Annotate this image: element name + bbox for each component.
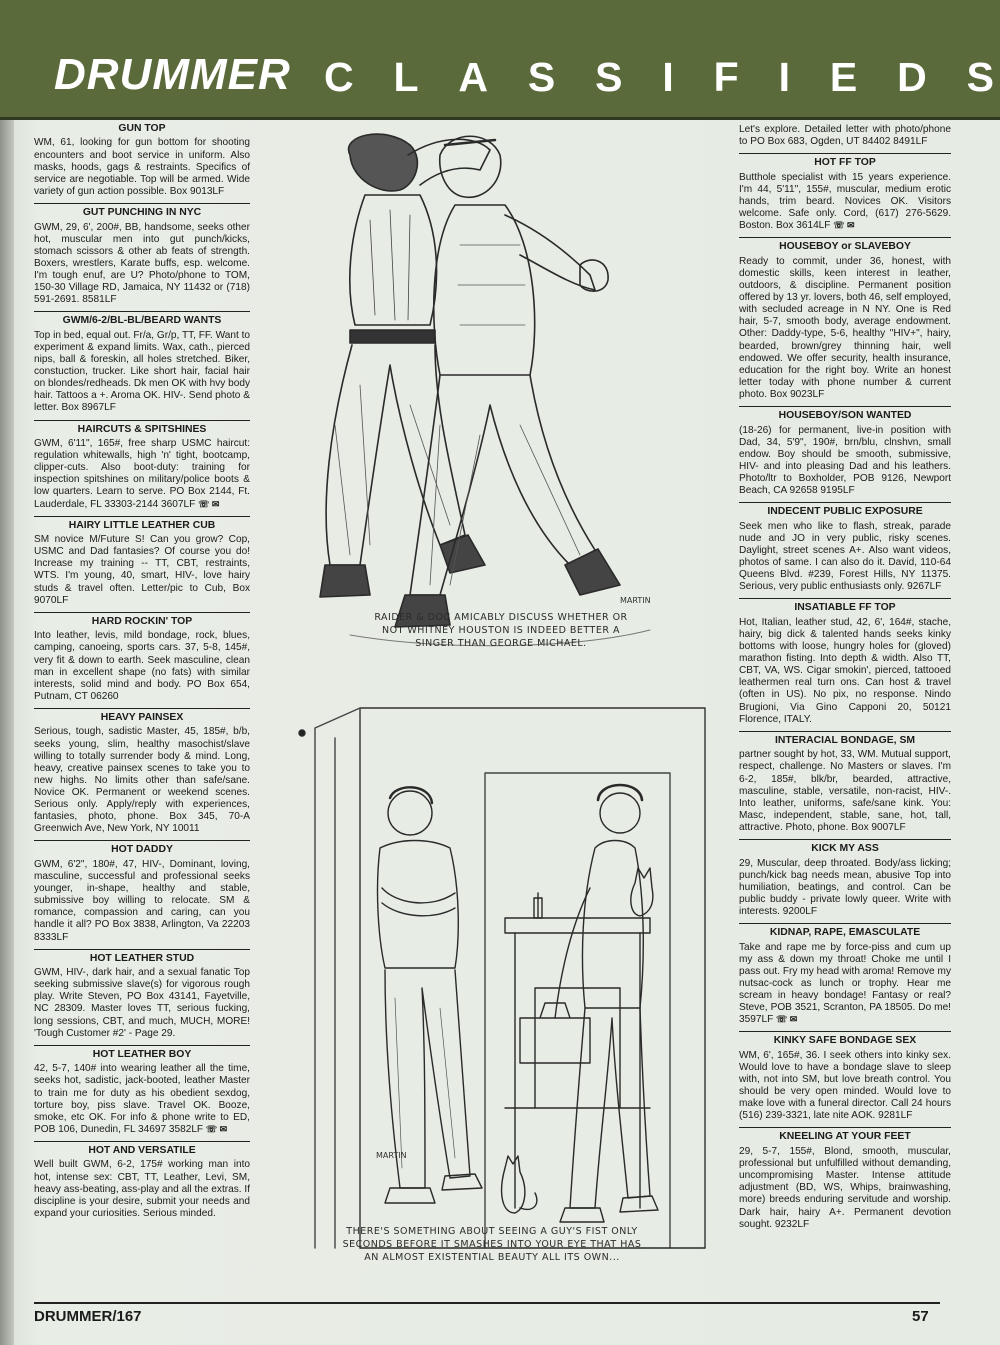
left-classifieds-column: [34, 120, 250, 1225]
section-letter: S: [595, 54, 623, 100]
classified-ad: [34, 1045, 250, 1136]
ad-text: GWM, 29, 6', 200#, BB, handsome, seeks other hot, muscular men into gut punch/kicks, stomach scissors & other ab feats of strength. Boxers, wrestlers, Karate buffs, esp. welcome. I'm tough enuf, are U? Photo/phone to TOM, 150-30 Village RD, Jamaica, NY 11432 or (718) 591-2691. 8581LF: [34, 221, 250, 306]
ad-title: HOT DADDY: [34, 840, 250, 856]
phone-mail-icon: ☏ ✉: [776, 1014, 798, 1025]
left-man-shoes: [385, 1174, 482, 1203]
section-letter: I: [662, 54, 674, 100]
phone-mail-icon: ☏ ✉: [833, 220, 855, 231]
ad-title: GWM/6-2/BL-BL/BEARD WANTS: [34, 311, 250, 327]
continued-ad-text: Let's explore. Detailed letter with photo/phone to PO Box 683, Ogden, UT 84402 8491LF: [739, 124, 951, 148]
section-letter: A: [458, 54, 489, 100]
ad-text: WM, 61, looking for gun bottom for shooting encounters and boot service in uniform. Also masks, hoods, gags & restraints. Specifics of service are negotiable. Top will be armed. Wide variety of gun action possible. Box 9013LF: [34, 137, 250, 197]
ad-title: KNEELING AT YOUR FEET: [739, 1127, 951, 1143]
header-banner: [0, 0, 1000, 117]
ad-text: WM, 6', 165#, 36. I seek others into kinky sex. Would love to have a bondage slave to sleep with, not into SM, but love breath control. You should be very open minded. Would love to make love with a funeral director. Call 24 hours (516) 239-3321, late nite AOK. 9281LF: [739, 1049, 951, 1122]
side-table: [505, 1108, 650, 1208]
ad-body: [34, 1159, 250, 1220]
ad-title: HOUSEBOY/SON WANTED: [739, 406, 951, 422]
ad-body: [34, 726, 250, 835]
section-title: [324, 54, 994, 101]
classified-ad: [34, 120, 250, 198]
section-letter: E: [829, 54, 858, 100]
ad-body: [739, 749, 951, 834]
signature-top: MARTIN: [620, 596, 651, 605]
ad-body: [34, 330, 250, 415]
ad-body: [34, 1063, 250, 1136]
ad-title: HOT AND VERSATILE: [34, 1141, 250, 1157]
ad-text: 29, 5-7, 155#, Blond, smooth, muscular, professional but unfulfilled without demanding, uncompromising Master. Intense attitude adjustment (BD, WS, Whips, brainwashing, more) breeds enduring servitude and worship. Dark hair, hairy A+. Permanent devotion sought. 9232LF: [739, 1145, 951, 1230]
right-figure-legs: [410, 375, 595, 595]
ad-text: Well built GWM, 6-2, 175# working man into hot, intense sex: CBT, TT, Leather, Levi, SM, heavy ass-beating, ass-play and all the extras. If discipline is your desire, submit your needs and expand your curiosities. Serious minded.: [34, 1159, 251, 1219]
ad-title: HARD ROCKIN' TOP: [34, 612, 250, 628]
ad-body: [739, 942, 951, 1027]
ad-title: GUN TOP: [118, 123, 166, 134]
left-figure-belt: [350, 330, 435, 343]
ad-text: 42, 5-7, 140# into wearing leather all the time, seeks hot, sadistic, jack-booted, leather Master to train me for duty as his obedient sexdog, torture boy, piss slave. Travel OK. Booze, smoke, etc OK. For info & phone write to ED, POB 106, Dunedin, FL 34697 3582LF: [34, 1063, 250, 1135]
ad-body: [34, 534, 250, 607]
ad-body: [739, 172, 951, 233]
section-letter: L: [393, 54, 419, 100]
classified-ad: [34, 420, 250, 511]
binding-spine: [0, 0, 14, 1345]
ad-body: [739, 858, 951, 919]
ad-text: GWM, 6'11", 165#, free sharp USMC haircut: regulation whitewalls, high 'n' tight, bootcamp, clipper-cuts. Also boot-duty: training for inspection spitshines on military/police boots & low quarters. Learn to serve. PO Box 2144, Ft. Lauderdale, FL 33303-2144 3607LF: [34, 438, 250, 510]
toolbox: [520, 1003, 590, 1063]
section-letter: S: [966, 54, 994, 100]
bottle: [534, 893, 542, 918]
right-man-shoes: [560, 1196, 658, 1222]
ad-text: partner sought by hot, 33, WM. Mutual support, respect, challenge. No Masters or slaves. I'm 6-2, 185#, blk/br, bearded, attractive, masculine, stable, versatile, non-racist, HIV-. Into leather, uniforms, safe/sane kink. You: Masc, independent, stable, sane, hot, tall, attractive. Photo, phone. Box 9007LF: [739, 749, 951, 833]
issue-label: DRUMMER/167: [34, 1308, 142, 1325]
right-classifieds-column: [739, 120, 951, 1236]
left-figure-torso: [350, 195, 437, 325]
ad-body: [739, 617, 951, 726]
right-figure-torso: [434, 205, 535, 375]
ad-text: 29, Muscular, deep throated. Body/ass licking; punch/kick bag needs mean, abusive Top into humiliation, beatings, and control. Can be public buddy - private lowly queer. Write with interests. 9200LF: [739, 857, 951, 917]
section-letter: F: [713, 54, 739, 100]
ad-body: [34, 859, 250, 944]
classified-ad: [739, 839, 951, 918]
classified-ad: [34, 612, 250, 703]
classified-ad: [34, 708, 250, 835]
bottom-caption: THERE'S SOMETHING ABOUT SEEING A GUY'S FIST ONLY SECONDS BEFORE IT SMASHES INTO YOUR EYE THAT HAS AN ALMOST EXISTENTIAL BEAUTY ALL ITS OWN...: [342, 1226, 642, 1263]
left-man-head: [388, 791, 432, 835]
top-caption: RAIDER & DOC AMICABLY DISCUSS WHETHER OR NOT WHITNEY HOUSTON IS INDEED BETTER A SINGER THAN GEORGE MICHAEL.: [374, 612, 628, 649]
right-man-torso: [582, 841, 643, 1009]
ad-text: GWM, 6'2", 180#, 47, HIV-, Dominant, loving, masculine, successful and professional seeks younger, in-shape, healthy and stable, submissive boy willing to relocate. SM & romance, compassion and caring, can you handle it all? PO Box 3838, Arlington, Va 22203 8333LF: [34, 858, 250, 943]
ad-text: Serious, tough, sadistic Master, 45, 185#, b/b, seeks young, slim, healthy masochist/slave willing to totally surrender body & mind. Long, heavy, creative painsex scenes to take you to new highs. No limits other than safe/sane. Novice OK. Permanent or weekend scenes. Serious only. Apply/reply with experiences, fantasies, photo, phone. Box 345, 70-A Greenwich Ave, New York, NY 10011: [34, 726, 250, 835]
ad-body: [34, 438, 250, 511]
left-figure-arm: [408, 139, 490, 185]
back-doorway: [485, 773, 670, 1248]
classified-ad: [34, 203, 250, 306]
footer-rule: [34, 1302, 940, 1304]
ad-title: GUT PUNCHING IN NYC: [34, 203, 250, 219]
room-walls: [360, 708, 705, 1248]
classified-ad: [739, 237, 951, 401]
ad-body: [34, 137, 250, 198]
ad-title: HOUSEBOY or SLAVEBOY: [739, 237, 951, 253]
ad-text: Hot, Italian, leather stud, 42, 6', 164#, stache, hairy, big dick & talented hands seeks kinky bottoms with loose, hungry holes for (gloved) marathon fisting. Into depth & width. Also TT, CBT, VA, WS. Cigar smokin', pierced, tattooed leathermen real turn ons. Can host & travel (often in US). No pix, no response. Nindo Brugioni, Via Gino Capponi 20, 50121 Florence, ITALY.: [739, 616, 951, 725]
door-knob: [299, 730, 305, 736]
cat-on-floor: [502, 1156, 525, 1213]
ad-title: HOT LEATHER BOY: [34, 1045, 250, 1061]
section-letter: D: [897, 54, 927, 100]
ad-body: [739, 1050, 951, 1123]
ad-body: [739, 256, 951, 401]
classified-ad: [739, 1031, 951, 1122]
classified-ad: [739, 731, 951, 834]
ad-text: (18-26) for permanent, live-in position with Dad, 34, 5'9", 190#, brn/blu, clnshvn, small endow. Boy should be smooth, submissive, HIV- and into pleasing Dad and his leathers. Photo/ltr to Boxholder, POB 9126, Newport Beach, CA 92658 9195LF: [739, 424, 951, 497]
ad-text: Butthole specialist with 15 years experience. I'm 44, 5'11", 155#, muscular, medium erotic hands, trim beard. Novices OK. Visitors welcome. Safe only. Cord, (617) 276-5629. Boston. Box 3614LF: [739, 171, 951, 232]
ad-title: HAIRCUTS & SPITSHINES: [34, 420, 250, 436]
ad-text: Top in bed, equal out. Fr/a, Gr/p, TT, FF. Want to experiment & expand limits. Wax, cath., pierced nips, ball & foreskin, all holes stretched. Biker, constuction, trucker. Like short hair, facial hair on blondes/redheads. Dk men OK with hvy body hair. Tattoos a +. Aroma OK. HIV-. Send photo & letter. Box 8967LF: [34, 329, 251, 414]
section-letter: I: [778, 54, 790, 100]
ad-body: [739, 425, 951, 498]
section-letter: C: [324, 54, 354, 100]
ad-title: HOT LEATHER STUD: [34, 949, 250, 965]
classified-ad: [34, 949, 250, 1040]
ad-title: INDECENT PUBLIC EXPOSURE: [739, 502, 951, 518]
doorway: [315, 708, 360, 1248]
classified-ad: [739, 502, 951, 593]
classified-ad: [34, 516, 250, 607]
magazine-name: DRUMMER: [54, 50, 291, 99]
left-figure-boots: [320, 535, 485, 597]
ad-title: HOT FF TOP: [739, 153, 951, 169]
fireplace: [515, 933, 640, 1108]
ad-text: Into leather, levis, mild bondage, rock, blues, camping, canoeing, sports cars. 37, 5-8, 145#, very fit & down to earth. Seek masculine, clean man in excellent shape (no fats) with similar interests, solid mind and body. PO Box 654, Putnam, CT 06260: [34, 630, 250, 702]
ad-text: Ready to commit, under 36, honest, with domestic skills, keen interest in leather, outdoors, & discipline. Permanent position offered by 13 yr. lovers, both 46, self employed, with secluded acreage in N NY. One is Red hair, 5-7, smooth body, average endowment. Other: Daddy-type, 5-6, healthy "HIV+", hairy, bearded, brown/grey thinning hair, well endowed. We offer security, health insurance, education for the right boy. Write an honest letter today with phone number & current photo. Box 9023LF: [739, 255, 951, 400]
bottom-illustration: [290, 688, 710, 1288]
mantle: [505, 918, 650, 933]
classified-ad: [34, 1141, 250, 1220]
ad-text: Take and rape me by force-piss and cum up my ass & down my throat! Choke me until I pass out. Fry my head with aroma! Remove my nutsac-cock as lunch or trophy. Hear me scream in heavy bondage! Fantasy or real? Steve, POB 3521, Scranton, PA 18505. Do me! 3597LF: [739, 941, 951, 1026]
left-figure-head: [349, 134, 418, 191]
ad-body: [34, 222, 250, 307]
ad-title: HAIRY LITTLE LEATHER CUB: [34, 516, 250, 532]
ad-title: KINKY SAFE BONDAGE SEX: [739, 1031, 951, 1047]
section-letter: S: [527, 54, 556, 100]
ad-body: [34, 967, 250, 1040]
ad-text: Seek men who like to flash, streak, parade nude and JO in very public, risky scenes. Daylight, street scenes A+. Also want videos, photos of same. I can also do it. David, 110-64 Queens Blvd. #239, Forest Hills, NY 11375. Serious, very public enthusiasts only. 9267LF: [739, 520, 951, 593]
phone-mail-icon: ☏ ✉: [198, 498, 220, 509]
classified-ad: [739, 153, 951, 232]
ad-text: SM novice M/Future S! Can you grow? Cop, USMC and Dad fantasies? Of course you do! Increase my training -- TT, CBT, restraints, WTS. I'm young, 40, smart, HIV-, love hairy studs & travel often. Letter/pic to Cub, Box 9070LF: [34, 534, 250, 606]
classified-ad: [739, 406, 951, 497]
classified-ad: [739, 1127, 951, 1230]
ad-title: INTERACIAL BONDAGE, SM: [739, 731, 951, 747]
classified-ad: [739, 923, 951, 1026]
left-man-torso: [378, 841, 459, 969]
right-figure-arm: [505, 215, 595, 290]
ad-body: [739, 521, 951, 594]
phone-mail-icon: ☏ ✉: [205, 1123, 228, 1134]
ad-body: [739, 1146, 951, 1231]
left-man-arms: [382, 888, 455, 916]
classified-ad: [739, 598, 951, 725]
classified-ad: [34, 311, 250, 414]
top-illustration: [290, 125, 710, 680]
right-man-head: [600, 793, 640, 833]
ad-title: KIDNAP, RAPE, EMASCULATE: [739, 923, 951, 939]
ad-title: HEAVY PAINSEX: [34, 708, 250, 724]
ad-title: INSATIABLE FF TOP: [739, 598, 951, 614]
classified-ad: [34, 840, 250, 943]
ad-body: [34, 630, 250, 703]
signature-bottom: MARTIN: [376, 1151, 407, 1160]
page-number: 57: [912, 1308, 929, 1325]
ad-title: KICK MY ASS: [739, 839, 951, 855]
ad-text: GWM, HIV-, dark hair, and a sexual fanatic Top seeking submissive slave(s) for vigorous rough play. Write Steven, PO Box 43141, Fayetville, NC 28309. Master loves TT, serious fucking, long sessions, CBT, and much, MUCH, MORE! 'Tough Customer #2' - Page 29.: [34, 967, 250, 1039]
